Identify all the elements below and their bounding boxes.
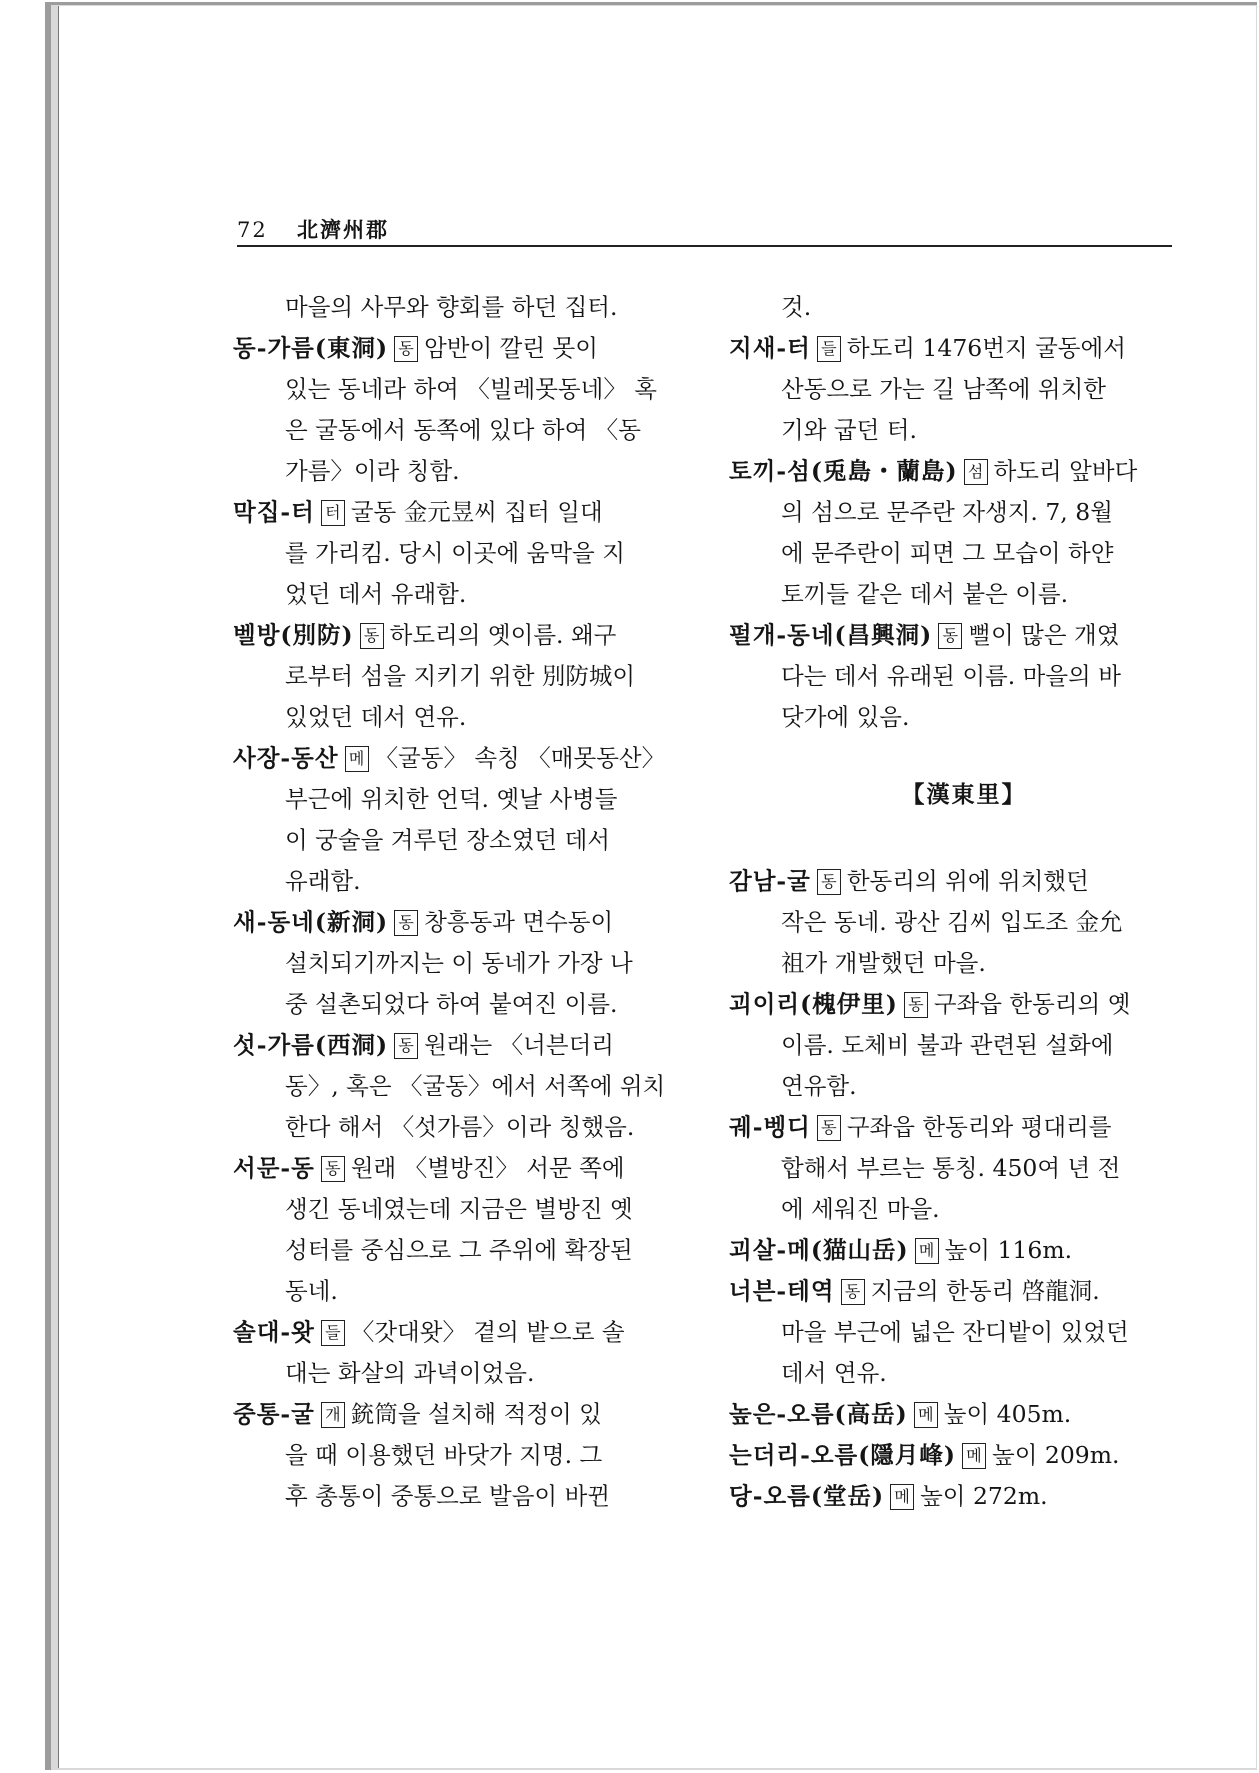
dictionary-entry (233, 738, 683, 902)
entry-line (729, 615, 1179, 656)
entry-line: 작은 동네. 광산 김씨 입도조 金允 (781, 908, 1123, 936)
entry-definition: 銃筒을 설치해 적정이 있 (350, 1400, 602, 1428)
dictionary-entry (233, 492, 683, 615)
entry-line: 다는 데서 유래된 이름. 마을의 바 (781, 662, 1121, 690)
entry-headword: 동-가름(東洞) (233, 334, 389, 362)
entry-line: 중 설촌되었다 하여 붙여진 이름. (285, 990, 618, 1018)
entry-headword: 괴이리(槐伊里) (729, 990, 898, 1018)
entry-headword: 토끼-섬(兎島・蘭島) (729, 457, 958, 485)
entry-definition: 높이 405m. (943, 1400, 1072, 1428)
category-tag: 메 (345, 746, 369, 772)
dictionary-entry (729, 1107, 1179, 1230)
entry-line (729, 1271, 1179, 1312)
entry-line: 있었던 데서 연유. (285, 703, 467, 731)
entry-definition: 높이 209m. (992, 1441, 1120, 1469)
category-tag: 동 (817, 869, 841, 895)
entry-line (233, 902, 683, 943)
dictionary-entry (233, 1312, 683, 1394)
entry-line: 이름. 도체비 불과 관련된 설화에 (781, 1031, 1114, 1059)
entry-definition: 뻘이 많은 개였 (968, 621, 1120, 649)
entry-line (729, 861, 1179, 902)
entry-headword: 괴살-메(猫山岳) (729, 1236, 909, 1264)
dictionary-entry (233, 1394, 683, 1517)
entry-line: 닷가에 있음. (781, 703, 910, 731)
entry-headword: 궤-벵디 (729, 1113, 811, 1141)
entry-line: 부근에 위치한 언덕. 옛날 사병들 (285, 785, 618, 813)
entry-line: 산동으로 가는 길 남쪽에 위치한 (781, 375, 1106, 403)
entry-line (729, 1230, 1179, 1271)
category-tag: 메 (914, 1402, 938, 1428)
entry-line: 것. (781, 293, 812, 321)
dictionary-entry (729, 1476, 1179, 1517)
category-tag: 섬 (964, 459, 988, 485)
entry-definition: 〈갓대왓〉 곁의 밭으로 솔 (350, 1318, 625, 1346)
entry-line (233, 1312, 683, 1353)
right-column (729, 287, 1179, 1517)
right-column-entries-a (729, 287, 1179, 738)
header-rule (237, 245, 1172, 247)
category-tag: 동 (394, 910, 418, 936)
entry-headword: 너븐-테역 (729, 1277, 835, 1305)
dictionary-entry (729, 984, 1179, 1107)
entry-definition: 구좌읍 한동리의 옛 (933, 990, 1131, 1018)
entry-line: 유래함. (285, 867, 361, 895)
entry-line: 에 문주란이 피면 그 모습이 하얀 (781, 539, 1114, 567)
dictionary-entry (233, 615, 683, 738)
entry-headword: 벨방(別防) (233, 621, 354, 649)
entry-line (233, 1025, 683, 1066)
category-tag: 메 (962, 1443, 986, 1469)
entry-headword: 새-동네(新洞) (233, 908, 389, 936)
entry-line (729, 328, 1179, 369)
dictionary-entry (729, 1435, 1179, 1476)
category-tag: 들 (817, 336, 841, 362)
dictionary-entry (233, 287, 683, 328)
dictionary-entry (233, 1148, 683, 1312)
entry-line: 를 가리킴. 당시 이곳에 움막을 지 (285, 539, 625, 567)
entry-line: 은 굴동에서 동쪽에 있다 하여 〈동 (285, 416, 641, 444)
entry-line: 을 때 이용했던 바닷가 지명. 그 (285, 1441, 603, 1469)
dictionary-entry (233, 1025, 683, 1148)
category-tag: 개 (321, 1402, 345, 1428)
entry-line (233, 615, 683, 656)
entry-line: 이 궁술을 겨루던 장소였던 데서 (285, 826, 610, 854)
entry-line: 합해서 부르는 통칭. 450여 년 전 (781, 1154, 1121, 1182)
dictionary-entry (729, 287, 1179, 328)
entry-line (233, 1394, 683, 1435)
category-tag: 동 (321, 1156, 345, 1182)
dictionary-entry (729, 328, 1179, 451)
entry-line (729, 451, 1179, 492)
entry-definition: 하도리 1476번지 굴동에서 (846, 334, 1126, 362)
entry-line: 에 세워진 마을. (781, 1195, 940, 1223)
entry-headword: 솔대-왓 (233, 1318, 315, 1346)
entry-headword: 펄개-동네(昌興洞) (729, 621, 933, 649)
entry-line (233, 738, 683, 779)
entry-definition: 암반이 깔린 못이 (424, 334, 598, 362)
dictionary-entry (233, 328, 683, 492)
entry-definition: 한동리의 위에 위치했던 (846, 867, 1089, 895)
dictionary-entry (729, 1394, 1179, 1435)
category-tag: 동 (817, 1115, 841, 1141)
book-title: 北濟州郡 (297, 217, 390, 242)
dictionary-entry (233, 902, 683, 1025)
entry-headword: 지새-터 (729, 334, 811, 362)
dictionary-entry (729, 615, 1179, 738)
entry-line (729, 984, 1179, 1025)
entry-definition: 하도리의 옛이름. 왜구 (389, 621, 617, 649)
category-tag: 메 (915, 1238, 939, 1264)
dictionary-entry (729, 1230, 1179, 1271)
entry-line: 동〉, 혹은 〈굴동〉에서 서쪽에 위치 (285, 1072, 666, 1100)
entry-definition: 높이 272m. (920, 1482, 1048, 1510)
entry-line: 로부터 섬을 지키기 위한 別防城이 (285, 662, 636, 690)
entry-line: 있는 동네라 하여 〈빌레못동네〉 혹 (285, 375, 657, 403)
entry-headword: 중통-굴 (233, 1400, 315, 1428)
entry-line: 토끼들 같은 데서 붙은 이름. (781, 580, 1069, 608)
entry-line: 연유함. (781, 1072, 857, 1100)
entry-line: 동네. (285, 1277, 338, 1305)
entry-definition: 〈굴동〉 속칭 〈매못동산〉 (374, 744, 666, 772)
entry-line: 성터를 중심으로 그 주위에 확장된 (285, 1236, 633, 1264)
entry-line: 데서 연유. (781, 1359, 887, 1387)
entry-line (233, 328, 683, 369)
entry-line (729, 1476, 1179, 1517)
page-number: 72 (237, 218, 268, 242)
entry-line (729, 1394, 1179, 1435)
entry-definition: 원래는 〈너븐더리 (424, 1031, 614, 1059)
entry-headword: 막집-터 (233, 498, 315, 526)
entry-line: 마을 부근에 넓은 잔디밭이 있었던 (781, 1318, 1129, 1346)
entry-line: 마을의 사무와 향회를 하던 집터. (285, 293, 618, 321)
entry-definition: 높이 116m. (944, 1236, 1073, 1264)
entry-headword: 서문-동 (233, 1154, 315, 1182)
entry-line: 생긴 동네였는데 지금은 별방진 옛 (285, 1195, 633, 1223)
category-tag: 동 (938, 623, 962, 649)
entry-line: 祖가 개발했던 마을. (781, 949, 986, 977)
category-tag: 동 (904, 992, 928, 1018)
entry-headword: 사장-동산 (233, 744, 339, 772)
category-tag: 동 (360, 623, 384, 649)
dictionary-entry (729, 1271, 1179, 1394)
left-column (233, 287, 683, 1517)
entry-definition: 원래 〈별방진〉 서문 쪽에 (350, 1154, 625, 1182)
entry-line: 설치되기까지는 이 동네가 가장 나 (285, 949, 633, 977)
entry-line: 의 섬으로 문주란 자생지. 7, 8월 (781, 498, 1113, 526)
entry-line: 후 총통이 중통으로 발음이 바뀐 (285, 1482, 610, 1510)
category-tag: 들 (321, 1320, 345, 1346)
entry-definition: 하도리 앞바다 (993, 457, 1138, 485)
dictionary-entry (729, 861, 1179, 984)
entry-line (233, 1148, 683, 1189)
entry-line: 대는 화살의 과녁이었음. (285, 1359, 535, 1387)
entry-headword: 감남-굴 (729, 867, 811, 895)
right-column-entries-b (729, 861, 1179, 1517)
entry-headword: 는더리-오름(隱月峰) (729, 1441, 956, 1469)
category-tag: 메 (890, 1484, 914, 1510)
category-tag: 동 (841, 1279, 865, 1305)
entry-line: 었던 데서 유래함. (285, 580, 467, 608)
category-tag: 동 (394, 336, 418, 362)
entry-headword: 높은-오름(高岳) (729, 1400, 908, 1428)
entry-line: 한다 해서 〈섯가름〉이라 칭했음. (285, 1113, 635, 1141)
entry-definition: 구좌읍 한동리와 평대리를 (846, 1113, 1112, 1141)
entry-definition: 창흥동과 면수동이 (424, 908, 614, 936)
entry-definition: 지금의 한동리 啓龍洞. (870, 1277, 1100, 1305)
entry-line (233, 492, 683, 533)
dictionary-entry (729, 451, 1179, 615)
entry-line (729, 1435, 1179, 1476)
entry-headword: 당-오름(堂岳) (729, 1482, 885, 1510)
section-heading: 【漢東里】 (901, 781, 1027, 808)
entry-definition: 굴동 金元昱씨 집터 일대 (350, 498, 603, 526)
category-tag: 동 (394, 1033, 418, 1059)
entry-line: 기와 굽던 터. (781, 416, 917, 444)
running-head (237, 214, 389, 244)
category-tag: 터 (321, 500, 345, 526)
entry-headword: 섯-가름(西洞) (233, 1031, 389, 1059)
entry-line (729, 1107, 1179, 1148)
entry-line: 가름〉이라 칭함. (285, 457, 460, 485)
